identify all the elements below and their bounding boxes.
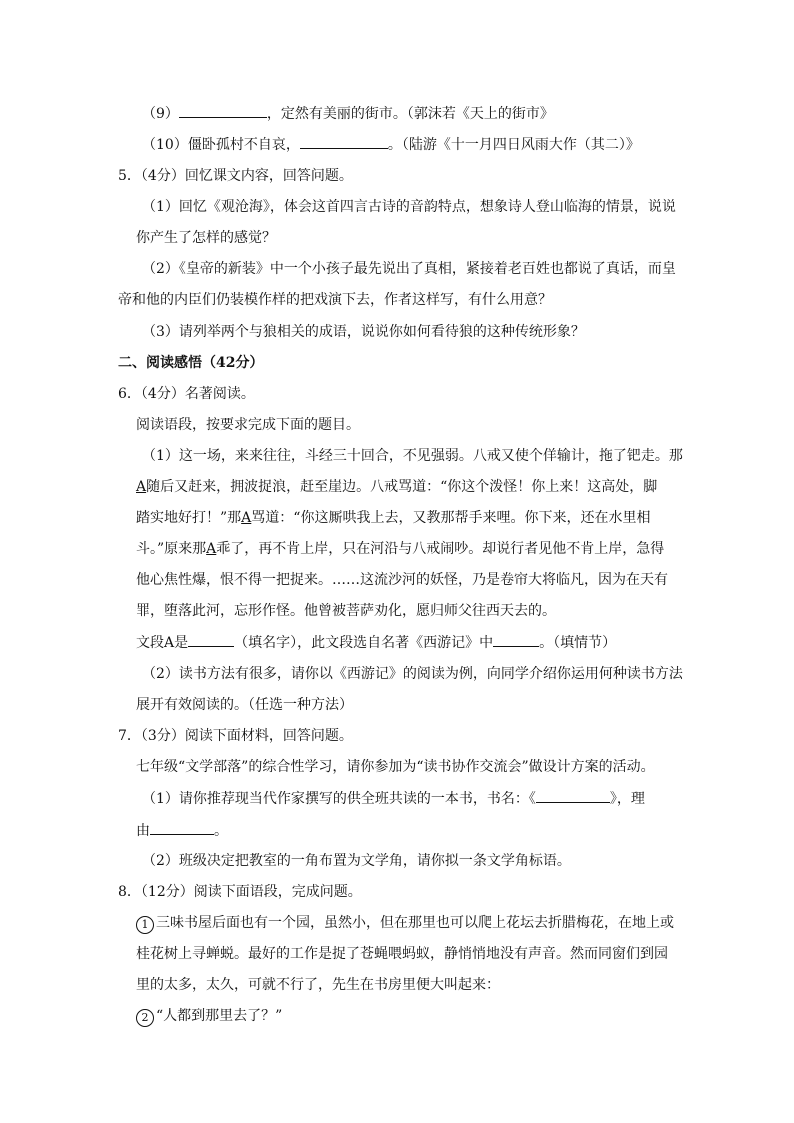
paragraph-1-line-2: 桂花树上寻蝉蜕。最好的工作是捉了苍蝇喂蚂蚁，静悄悄地没有声音。然而同窗们到园 — [136, 946, 668, 962]
passage-line-4 — [136, 539, 664, 559]
passage-line-1: （1）这一场，来来往往，斗经三十回合，不见强弱。八戒又使个佯输计，拖了钯走。那 — [142, 448, 683, 464]
question-5-1-line-1: （1）回忆《观沧海》，体会这首四言古诗的音韵特点，想象诗人登山临海的情景，说说 — [142, 199, 676, 215]
paragraph-1-text: 三味书屋后面也有一个园，虽然小，但在那里也可以爬上花坛去折腊梅花，在地上或 — [156, 915, 674, 931]
item-10-text: （10）僵卧孤村不自哀， — [142, 137, 300, 153]
item-10 — [142, 134, 640, 154]
blank-plot[interactable] — [493, 632, 539, 647]
question-5-heading: 5．（4分）回忆课文内容，回答问题。 — [118, 168, 353, 184]
blank-book-title[interactable] — [536, 788, 610, 803]
q7-1-reason-end: 。 — [214, 823, 228, 839]
question-7-1-line-1 — [142, 788, 645, 808]
passage-line-4-pre: 斗。”原来那 — [136, 541, 207, 557]
marker-a: A — [206, 541, 217, 557]
question-8-heading: 8．（12分）阅读下面语段，完成问题。 — [118, 884, 362, 900]
paragraph-number-2: 2 — [136, 1009, 154, 1027]
passage-line-5: 他心焦性爆，恨不得一把捉来。……这流沙河的妖怪，乃是卷帘大将临凡，因为在天有 — [136, 572, 668, 588]
passage-line-4-text: 乖了，再不肯上岸，只在河沿与八戒闹吵。却说行者见他不肯上岸，急得 — [216, 541, 665, 557]
paragraph-1-line-1 — [136, 913, 674, 933]
paragraph-1-line-3: 里的太多，太久，可就不行了，先生在书房里便大叫起来： — [136, 977, 500, 993]
blank-9[interactable] — [179, 103, 267, 118]
section-2-heading: 二、阅读感悟（42分） — [118, 355, 264, 371]
question-6-intro: 阅读语段，按要求完成下面的题目。 — [136, 417, 360, 433]
question-5-3: （3）请列举两个与狼相关的成语，说说你如何看待狼的这种传统形象？ — [142, 324, 585, 340]
question-7-heading: 7．（3分）阅读下面材料，回答问题。 — [118, 728, 353, 744]
q7-1-prefix: （1）请你推荐现当代作家撰写的供全班共读的一本书，书名：《 — [142, 791, 536, 807]
question-7-2: （2）班级决定把教室的一角布置为文学角，请你拟一条文学角标语。 — [142, 853, 571, 869]
item-9-text: ，定然有美丽的街市。（郭沫若《天上的街市》 — [266, 106, 554, 122]
passage-line-6: 罪，堕落此河，忘形作怪。他曾被菩萨劝化，愿归师父往西天去的。 — [136, 603, 556, 619]
item-9-number: （9） — [142, 106, 179, 122]
passage-line-3 — [136, 508, 650, 528]
passage-line-2 — [136, 477, 657, 497]
question-6-heading: 6．（4分）名著阅读。 — [118, 386, 255, 402]
blank-name[interactable] — [188, 632, 234, 647]
marker-a: A — [241, 510, 252, 526]
paragraph-number-1: 1 — [136, 916, 154, 934]
marker-a: A — [136, 479, 147, 495]
fill-middle: （填名字），此文段选自名著《西游记》中 — [234, 635, 494, 651]
passage-line-3-text: 骂道：“你这厮哄我上去，又教那帮手来哩。你下来，还在水里相 — [251, 510, 651, 526]
q7-1-reason-label: 由 — [136, 823, 150, 839]
fill-prefix: 文段A是 — [136, 635, 189, 651]
question-7-intro: 七年级“文学部落”的综合性学习，请你参加为“读书协作交流会”做设计方案的活动。 — [136, 759, 655, 775]
paragraph-2-text: “人都到那里去了？” — [156, 1008, 283, 1024]
blank-reason[interactable] — [150, 820, 214, 835]
fill-suffix: 。（填情节） — [539, 635, 617, 651]
question-5-2-line-1: （2）《皇帝的新装》中一个小孩子最先说出了真相，紧接着老百姓也都说了真话，而皇 — [142, 261, 676, 277]
question-5-2-line-2: 帝和他的内臣们仍装模作样的把戏演下去，作者这样写，有什么用意？ — [118, 292, 552, 308]
paragraph-2 — [136, 1006, 282, 1026]
passage-line-2-text: 随后又赶来，拥波捉浪，赶至崖边。八戒骂道：“你这个泼怪！你上来！这高处，脚 — [146, 479, 658, 495]
question-6-2-line-1: （2）读书方法有很多，请你以《西游记》的阅读为例，向同学介绍你运用何种读书方法 — [142, 666, 683, 682]
q7-1-suffix: 》，理 — [609, 791, 645, 807]
question-7-1-line-2 — [136, 820, 228, 840]
passage-line-3-pre: 踏实地好打！”那 — [136, 510, 242, 526]
question-5-1-line-2: 你产生了怎样的感觉？ — [136, 230, 276, 246]
question-6-2-line-2: 展开有效阅读的。（任选一种方法） — [136, 697, 353, 713]
item-9 — [142, 103, 554, 123]
question-6-fill — [136, 632, 616, 652]
blank-10[interactable] — [300, 134, 388, 149]
item-10-source: 。（陆游《十一月四日风雨大作（其二）》 — [387, 137, 640, 153]
